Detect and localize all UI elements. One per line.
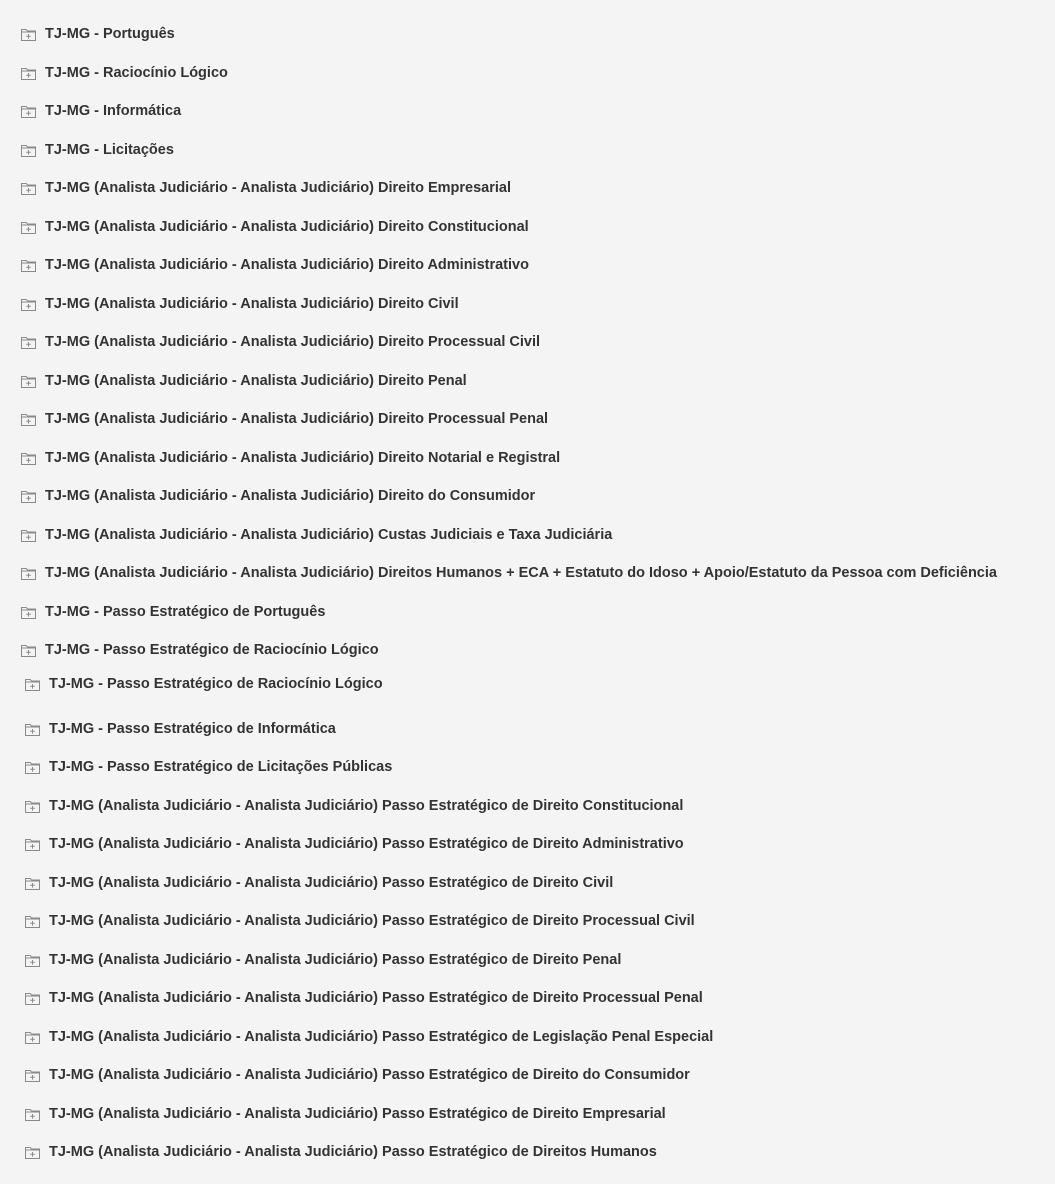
folder-item[interactable]: [20, 254, 529, 276]
folder-plus-icon[interactable]: [20, 104, 37, 119]
folder-label[interactable]: TJ-MG (Analista Judiciário - Analista Judiciário) Direitos Humanos + ECA + Estatuto do Idoso + Apoio/Estatuto da Pessoa com Deficiência: [45, 565, 997, 581]
folder-item[interactable]: [20, 562, 997, 584]
folder-item[interactable]: [24, 1026, 713, 1048]
folder-plus-icon[interactable]: [24, 677, 41, 692]
folder-plus-icon[interactable]: [24, 1030, 41, 1045]
folder-label[interactable]: TJ-MG (Analista Judiciário - Analista Judiciário) Passo Estratégico de Direito Empresarial: [49, 1106, 666, 1122]
folder-item[interactable]: [24, 756, 392, 778]
folder-label[interactable]: TJ-MG (Analista Judiciário - Analista Judiciário) Direito Processual Penal: [45, 411, 549, 427]
folder-plus-icon[interactable]: [20, 181, 37, 196]
folder-item[interactable]: [20, 485, 535, 507]
folder-item[interactable]: [24, 910, 695, 932]
folder-item[interactable]: [20, 177, 511, 199]
folder-item[interactable]: [24, 833, 684, 855]
folder-label[interactable]: TJ-MG (Analista Judiciário - Analista Judiciário) Direito Processual Civil: [45, 334, 541, 350]
folder-label[interactable]: TJ-MG (Analista Judiciário - Analista Judiciário) Passo Estratégico de Direitos Humanos: [49, 1144, 657, 1160]
folder-label[interactable]: TJ-MG - Passo Estratégico de Raciocínio Lógico: [45, 642, 379, 658]
folder-label[interactable]: TJ-MG (Analista Judiciário - Analista Judiciário) Passo Estratégico de Direito Processual Civil: [49, 913, 695, 929]
folder-label[interactable]: TJ-MG - Passo Estratégico de Informática: [49, 721, 336, 737]
folder-plus-icon[interactable]: [20, 412, 37, 427]
folder-plus-icon[interactable]: [20, 605, 37, 620]
folder-item[interactable]: [20, 331, 540, 353]
folder-plus-icon[interactable]: [20, 220, 37, 235]
folder-item[interactable]: [24, 673, 383, 695]
folder-label[interactable]: TJ-MG (Analista Judiciário - Analista Judiciário) Direito Administrativo: [45, 257, 529, 273]
folder-label[interactable]: TJ-MG - Licitações: [45, 142, 174, 158]
folder-item[interactable]: [24, 987, 703, 1009]
folder-item[interactable]: [20, 139, 174, 161]
folder-label[interactable]: TJ-MG (Analista Judiciário - Analista Judiciário) Passo Estratégico de Direito Penal: [49, 952, 622, 968]
folder-item[interactable]: [20, 100, 181, 122]
folder-label[interactable]: TJ-MG (Analista Judiciário - Analista Judiciário) Passo Estratégico de Direito Administrativo: [49, 836, 684, 852]
folder-item[interactable]: [20, 447, 560, 469]
folder-plus-icon[interactable]: [24, 837, 41, 852]
folder-label[interactable]: TJ-MG - Raciocínio Lógico: [45, 65, 228, 81]
folder-label[interactable]: TJ-MG - Passo Estratégico de Raciocínio Lógico: [49, 676, 383, 692]
folder-plus-icon[interactable]: [20, 451, 37, 466]
folder-plus-icon[interactable]: [24, 760, 41, 775]
folder-plus-icon[interactable]: [20, 374, 37, 389]
folder-label[interactable]: TJ-MG - Português: [45, 26, 175, 42]
folder-item[interactable]: [20, 293, 459, 315]
folder-plus-icon[interactable]: [24, 991, 41, 1006]
folder-item[interactable]: [20, 601, 325, 623]
folder-item[interactable]: [20, 62, 228, 84]
folder-plus-icon[interactable]: [20, 27, 37, 42]
folder-plus-icon[interactable]: [24, 914, 41, 929]
folder-label[interactable]: TJ-MG (Analista Judiciário - Analista Judiciário) Custas Judiciais e Taxa Judiciária: [45, 527, 613, 543]
folder-plus-icon[interactable]: [20, 335, 37, 350]
folder-plus-icon[interactable]: [24, 799, 41, 814]
folder-label[interactable]: TJ-MG (Analista Judiciário - Analista Judiciário) Passo Estratégico de Legislação Penal Especial: [49, 1029, 714, 1045]
folder-item[interactable]: [24, 795, 683, 817]
folder-plus-icon[interactable]: [20, 643, 37, 658]
folder-label[interactable]: TJ-MG - Passo Estratégico de Licitações Públicas: [49, 759, 393, 775]
folder-item[interactable]: [20, 524, 612, 546]
folder-label[interactable]: TJ-MG - Informática: [45, 103, 182, 119]
folder-label[interactable]: TJ-MG (Analista Judiciário - Analista Judiciário) Direito Constitucional: [45, 219, 529, 235]
folder-plus-icon[interactable]: [20, 297, 37, 312]
folder-plus-icon[interactable]: [20, 528, 37, 543]
folder-plus-icon[interactable]: [24, 1068, 41, 1083]
folder-label[interactable]: TJ-MG (Analista Judiciário - Analista Judiciário) Direito Penal: [45, 373, 467, 389]
folder-plus-icon[interactable]: [20, 566, 37, 581]
folder-label[interactable]: TJ-MG (Analista Judiciário - Analista Judiciário) Passo Estratégico de Direito Civil: [49, 875, 614, 891]
folder-label[interactable]: TJ-MG (Analista Judiciário - Analista Judiciário) Direito Notarial e Registral: [45, 450, 561, 466]
folder-label[interactable]: TJ-MG (Analista Judiciário - Analista Judiciário) Passo Estratégico de Direito do Consumidor: [49, 1067, 690, 1083]
folder-item[interactable]: [24, 1141, 657, 1163]
folder-plus-icon[interactable]: [24, 1145, 41, 1160]
folder-item[interactable]: [24, 872, 613, 894]
folder-plus-icon[interactable]: [20, 258, 37, 273]
folder-label[interactable]: TJ-MG - Passo Estratégico de Português: [45, 604, 326, 620]
folder-item[interactable]: [20, 370, 467, 392]
folder-label[interactable]: TJ-MG (Analista Judiciário - Analista Judiciário) Direito do Consumidor: [45, 488, 536, 504]
folder-item[interactable]: [24, 949, 621, 971]
folder-label[interactable]: TJ-MG (Analista Judiciário - Analista Judiciário) Direito Empresarial: [45, 180, 511, 196]
folder-item[interactable]: [24, 718, 336, 740]
folder-label[interactable]: TJ-MG (Analista Judiciário - Analista Judiciário) Passo Estratégico de Direito Constitucional: [49, 798, 684, 814]
folder-label[interactable]: TJ-MG (Analista Judiciário - Analista Judiciário) Passo Estratégico de Direito Processual Penal: [49, 990, 703, 1006]
folder-item[interactable]: [24, 1103, 666, 1125]
folder-item[interactable]: [20, 216, 529, 238]
folder-plus-icon[interactable]: [24, 953, 41, 968]
folder-item[interactable]: [20, 23, 175, 45]
folder-plus-icon[interactable]: [20, 143, 37, 158]
folder-plus-icon[interactable]: [20, 66, 37, 81]
folder-plus-icon[interactable]: [20, 489, 37, 504]
folder-item[interactable]: [20, 639, 379, 661]
folder-plus-icon[interactable]: [24, 1107, 41, 1122]
folder-plus-icon[interactable]: [24, 876, 41, 891]
folder-label[interactable]: TJ-MG (Analista Judiciário - Analista Judiciário) Direito Civil: [45, 296, 459, 312]
folder-item[interactable]: [20, 408, 548, 430]
folder-plus-icon[interactable]: [24, 722, 41, 737]
folder-item[interactable]: [24, 1064, 690, 1086]
